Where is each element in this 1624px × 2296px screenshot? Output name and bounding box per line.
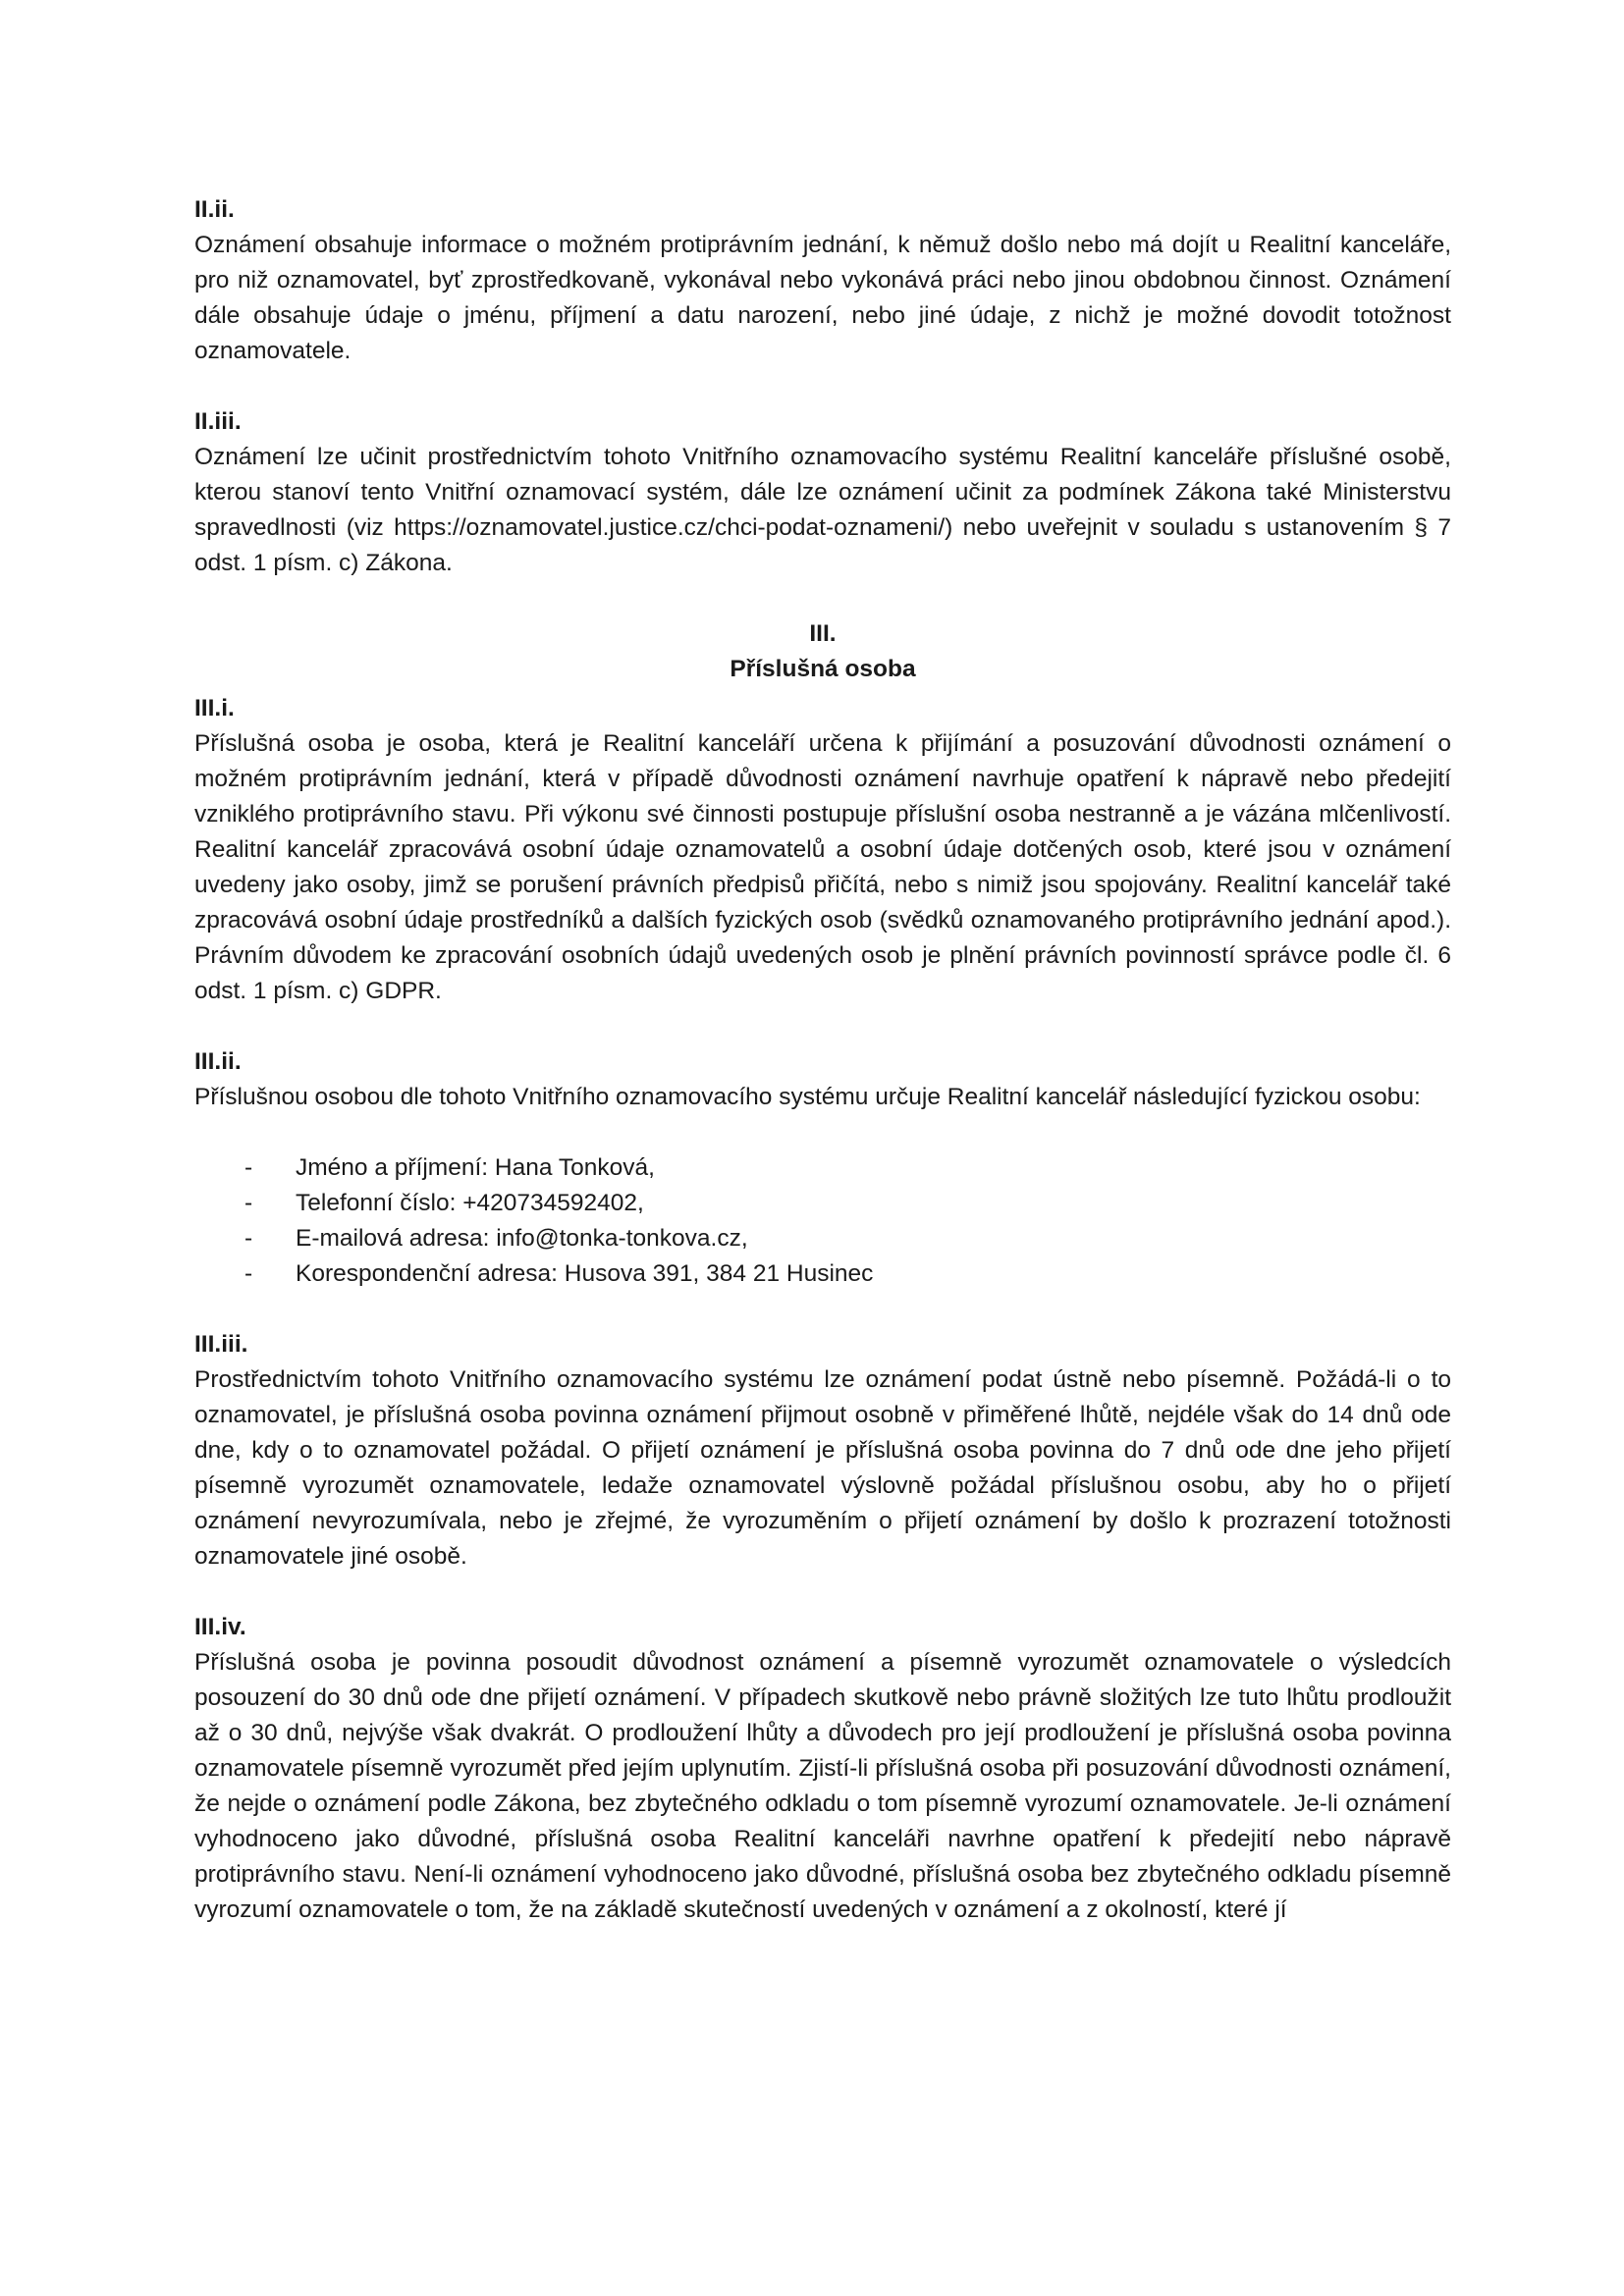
list-bullet: - [244,1225,253,1252]
section-heading-iii-i: III.i. [194,695,235,721]
part-number: III. [809,620,837,647]
section-text-iii-i: Příslušná osoba je osoba, která je Realitní kanceláří určena k přijímání a posuzování důvodnosti oznámení o možném protiprávním jednání, která v případě důvodnosti oznámení navrhuje opatření k nápravě nebo předejití vzniklého protiprávního stavu. Při výkonu své činnosti postupuje příslušní osoba nestranně a je vázána mlčenlivostí. Realitní kancelář zpracovává osobní údaje oznamovatelů a osobní údaje dotčených osob, které jsou v oznámení uvedeny jako osoby, jimž se porušení právních předpisů přičítá, nebo s nimiž jsou spojovány. Realitní kancelář také zpracovává osobní údaje prostředníků a dalších fyzických osob (svědků oznamovaného protiprávního jednání apod.). Právním důvodem ke zpracování osobních údajů uvedených osob je plnění právních povinností správce podle čl. 6 odst. 1 písm. c) GDPR. [194,730,1451,1004]
spacer [194,1115,1451,1150]
list-item-text: Korespondenční adresa: Husova 391, 384 21 Husinec [296,1260,874,1287]
list-bullet: - [244,1190,253,1216]
section-text-iii-iii: Prostřednictvím tohoto Vnitřního oznamovacího systému lze oznámení podat ústně nebo písemně. Požádá-li o to oznamovatel, je příslušná osoba povinna oznámení přijmout osobně v přiměřené lhůtě, nejdéle však do 14 dnů ode dne, kdy o to oznamovatel požádal. O přijetí oznámení je příslušná osoba povinna do 7 dnů ode dne jeho přijetí písemně vyrozumět oznamovatele, ledaže oznamovatel výslovně požádal příslušnou osobu, aby ho o přijetí oznámení nevyrozumívala, nebo je zřejmé, že vyrozuměním o přijetí oznámení by došlo k prozrazení totožnosti oznamovatele jiné osobě. [194,1366,1451,1570]
list-item-text: E-mailová adresa: info@tonka-tonkova.cz, [296,1225,748,1252]
spacer [194,1009,1451,1044]
list-item [194,1150,1451,1186]
section-heading-iii-iv: III.iv. [194,1614,246,1640]
section-heading-ii-ii: II.ii. [194,196,235,223]
spacer [194,369,1451,404]
spacer [194,1292,1451,1327]
list-bullet: - [244,1260,253,1287]
list-item [194,1256,1451,1292]
contact-person-list [194,1150,1451,1292]
spacer [194,581,1451,616]
spacer [194,1575,1451,1610]
section-text-ii-iii: Oznámení lze učinit prostřednictvím tohoto Vnitřního oznamovacího systému Realitní kanceláře příslušné osobě, kterou stanoví tento Vnitřní oznamovací systém, dále lze oznámení učinit za podmínek Zákona také Ministerstvu spravedlnosti (viz https://oznamovatel.justice.cz/chci-podat-oznameni/) nebo uveřejnit v souladu s ustanovením § 7 odst. 1 písm. c) Zákona. [194,444,1451,576]
list-item-text: Telefonní číslo: +420734592402, [296,1190,644,1216]
section-heading-ii-iii: II.iii. [194,408,242,435]
section-heading-iii-iii: III.iii. [194,1331,248,1358]
section-text-iii-ii: Příslušnou osobou dle tohoto Vnitřního oznamovacího systému určuje Realitní kancelář následující fyzickou osobu: [194,1084,1421,1110]
section-text-ii-ii: Oznámení obsahuje informace o možném protiprávním jednání, k němuž došlo nebo má dojít u Realitní kanceláře, pro niž oznamovatel, byť zprostředkovaně, vykonával nebo vykonává práci nebo jinou obdobnou činnost. Oznámení dále obsahuje údaje o jménu, příjmení a datu narození, nebo jiné údaje, z nichž je možné dovodit totožnost oznamovatele. [194,232,1451,364]
list-item [194,1186,1451,1221]
section-text-iii-iv: Příslušná osoba je povinna posoudit důvodnost oznámení a písemně vyrozumět oznamovatele o výsledcích posouzení do 30 dnů ode dne přijetí oznámení. V případech skutkově nebo právně složitých lze tuto lhůtu prodloužit až o 30 dnů, nejvýše však dvakrát. O prodloužení lhůty a důvodech pro její prodloužení je příslušná osoba povinna oznamovatele písemně vyrozumět před jejím uplynutím. Zjistí-li příslušná osoba při posuzování důvodnosti oznámení, že nejde o oznámení podle Zákona, bez zbytečného odkladu o tom písemně vyrozumí oznamovatele. Je-li oznámení vyhodnoceno jako důvodné, příslušná osoba Realitní kanceláři navrhne opatření k předejití nebo nápravě protiprávního stavu. Není-li oznámení vyhodnoceno jako důvodné, příslušná osoba bez zbytečného odkladu písemně vyrozumí oznamovatele o tom, že na základě skutečností uvedených v oznámení a z okolností, které jí [194,1649,1451,1923]
list-item-text: Jméno a příjmení: Hana Tonková, [296,1154,655,1181]
part-title: Příslušná osoba [730,656,916,682]
list-bullet: - [244,1154,253,1181]
section-heading-iii-ii: III.ii. [194,1048,242,1075]
list-item [194,1221,1451,1256]
